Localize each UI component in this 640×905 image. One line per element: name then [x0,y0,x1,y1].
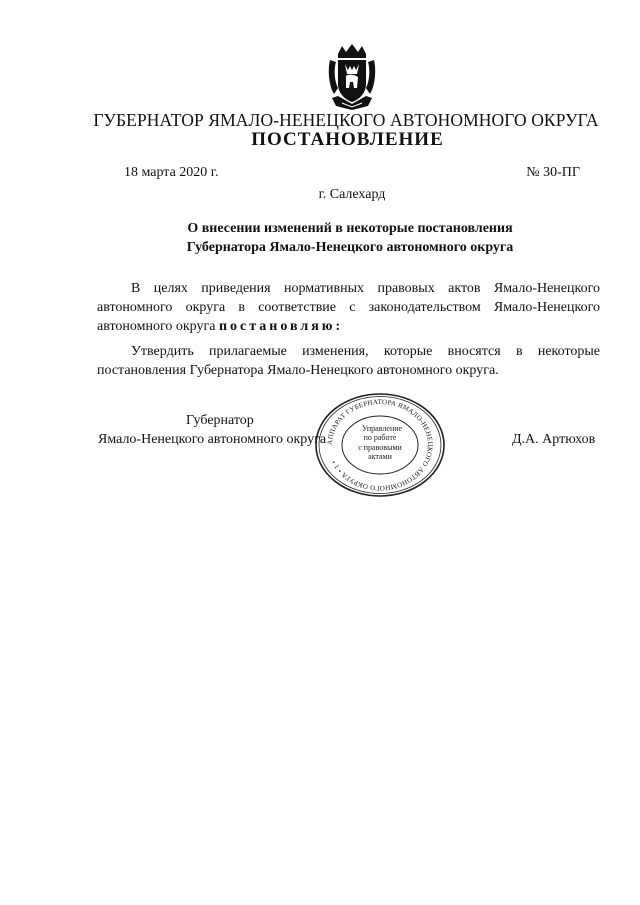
signatory-organization: Ямало-Ненецкого автономного округа [98,432,327,447]
document-city: г. Салехард [318,187,386,202]
seal-center-line-3: с правовыми [358,443,402,452]
document-number: № 30-ПГ [526,165,580,180]
preamble-line-2: автономного округа в соответствие с законодательством Ямало-Ненецкого [97,300,600,315]
preamble-paragraph [97,279,600,336]
preamble-line-3-text: автономного округа [97,319,216,334]
decree-keyword: постановляю: [218,319,344,334]
operative-paragraph [97,342,600,380]
operative-line-1: Утвердить прилагаемые изменения, которые вносятся в некоторые [131,344,600,359]
document-date: 18 марта 2020 г. [124,165,219,180]
subject-line-2: Губернатора Ямало-Ненецкого автономного округа [186,240,514,255]
document-type-title: ПОСТАНОВЛЕНИЕ [251,129,444,150]
seal-center-line-2: по работе [363,433,397,442]
preamble-line-3 [97,317,600,336]
official-seal [313,392,447,498]
seal-center-line-1: Управление [361,424,403,433]
seal-center-line-4: актами [368,452,392,461]
signatory-name: Д.А. Артюхов [512,432,596,447]
document-subject [0,219,640,257]
preamble-line-1: В целях приведения нормативных правовых актов Ямало-Ненецкого [131,281,600,296]
signatory-title: Губернатор [186,413,254,428]
subject-line-1: О внесении изменений в некоторые постановления [187,221,513,236]
issuing-authority: ГУБЕРНАТОР ЯМАЛО-НЕНЕЦКОГО АВТОНОМНОГО ОКРУГА [93,110,599,130]
seal-ring-text: АППАРАТ ГУБЕРНАТОРА ЯМАЛО-НЕНЕЦКОГО АВТОНОМНОГО ОКРУГА • 1 • [325,397,435,493]
operative-line-2: постановления Губернатора Ямало-Ненецкого автономного округа. [97,363,499,378]
coat-of-arms-icon [324,44,380,112]
